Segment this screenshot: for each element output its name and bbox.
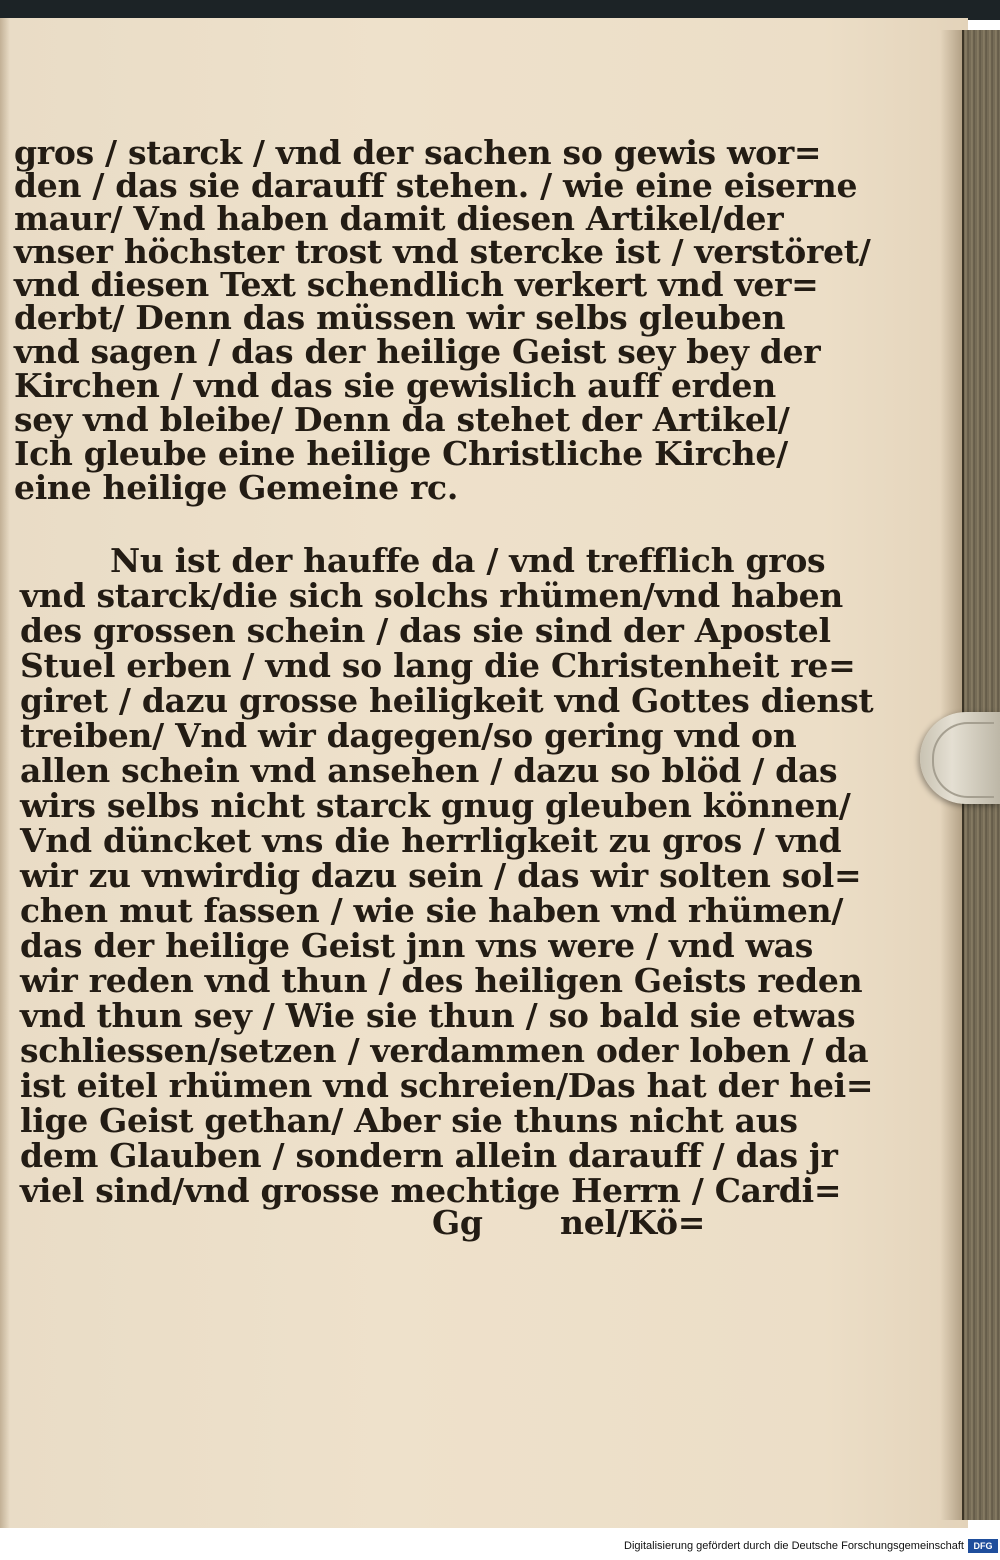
text-line: vnser höchster trost vnd stercke ist / verstöret/ — [14, 232, 871, 271]
footer — [0, 1536, 1000, 1560]
text-line: viel sind/vnd grosse mechtige Herrn / Cardi= — [20, 1171, 842, 1210]
text-line: schliessen/setzen / verdammen oder loben / da — [20, 1031, 869, 1070]
text-line: vnd thun sey / Wie sie thun / so bald sie etwas — [20, 996, 856, 1035]
text-line: des grossen schein / das sie sind der Apostel — [20, 611, 831, 650]
text-line: eine heilige Gemeine rc. — [14, 468, 459, 507]
text-line: wir zu vnwirdig dazu sein / das wir solten sol= — [20, 856, 862, 895]
text-line: ist eitel rhümen vnd schreien/Das hat der hei= — [20, 1066, 874, 1105]
text-line: wir reden vnd thun / des heiligen Geists reden — [20, 961, 863, 1000]
text-line: derbt/ Denn das müssen wir selbs gleuben — [14, 298, 786, 337]
text-line: maur/ Vnd haben damit diesen Artikel/der — [14, 199, 784, 238]
text-line: Ich gleube eine heilige Christliche Kirche/ — [14, 434, 788, 473]
text-line: chen mut fassen / wie sie haben vnd rhümen/ — [20, 891, 844, 930]
text-line: allen schein vnd ansehen / dazu so blöd / das — [20, 751, 838, 790]
text-line: gros / starck / vnd der sachen so gewis wor= — [14, 133, 822, 172]
text-line: den / das sie darauff stehen. / wie eine eiserne — [14, 166, 858, 205]
text-line: lige Geist gethan/ Aber sie thuns nicht aus — [20, 1101, 798, 1140]
text-line: treiben/ Vnd wir dagegen/so gering vnd on — [20, 716, 797, 755]
text-line: Nu ist der hauffe da / vnd trefflich gros — [110, 541, 826, 580]
catchword: nel/Kö= — [560, 1203, 706, 1242]
text-line: das der heilige Geist jnn vns were / vnd was — [20, 926, 814, 965]
text-line: Stuel erben / vnd so lang die Christenheit re= — [20, 646, 856, 685]
text-line: vnd starck/die sich solchs rhümen/vnd haben — [20, 576, 843, 615]
text-line: sey vnd bleibe/ Denn da stehet der Artikel/ — [14, 400, 790, 439]
text-line: Kirchen / vnd das sie gewislich auff erden — [14, 366, 776, 405]
text-line: Vnd düncket vns die herrligkeit zu gros / vnd — [20, 821, 842, 860]
signature-mark: Gg — [432, 1203, 483, 1242]
dfg-logo-icon: DFG — [968, 1539, 998, 1553]
text-line: vnd diesen Text schendlich verkert vnd ver= — [14, 265, 819, 304]
text-line: wirs selbs nicht starck gnug gleuben können/ — [20, 786, 851, 825]
footer-credit: Digitalisierung gefördert durch die Deutsche Forschungsgemeinschaft — [624, 1540, 964, 1552]
text-line: dem Glauben / sondern allein darauff / das jr — [20, 1136, 838, 1175]
text-line: giret / dazu grosse heiligkeit vnd Gottes dienst — [20, 681, 874, 720]
text-line: vnd sagen / das der heilige Geist sey bey der — [14, 332, 821, 371]
